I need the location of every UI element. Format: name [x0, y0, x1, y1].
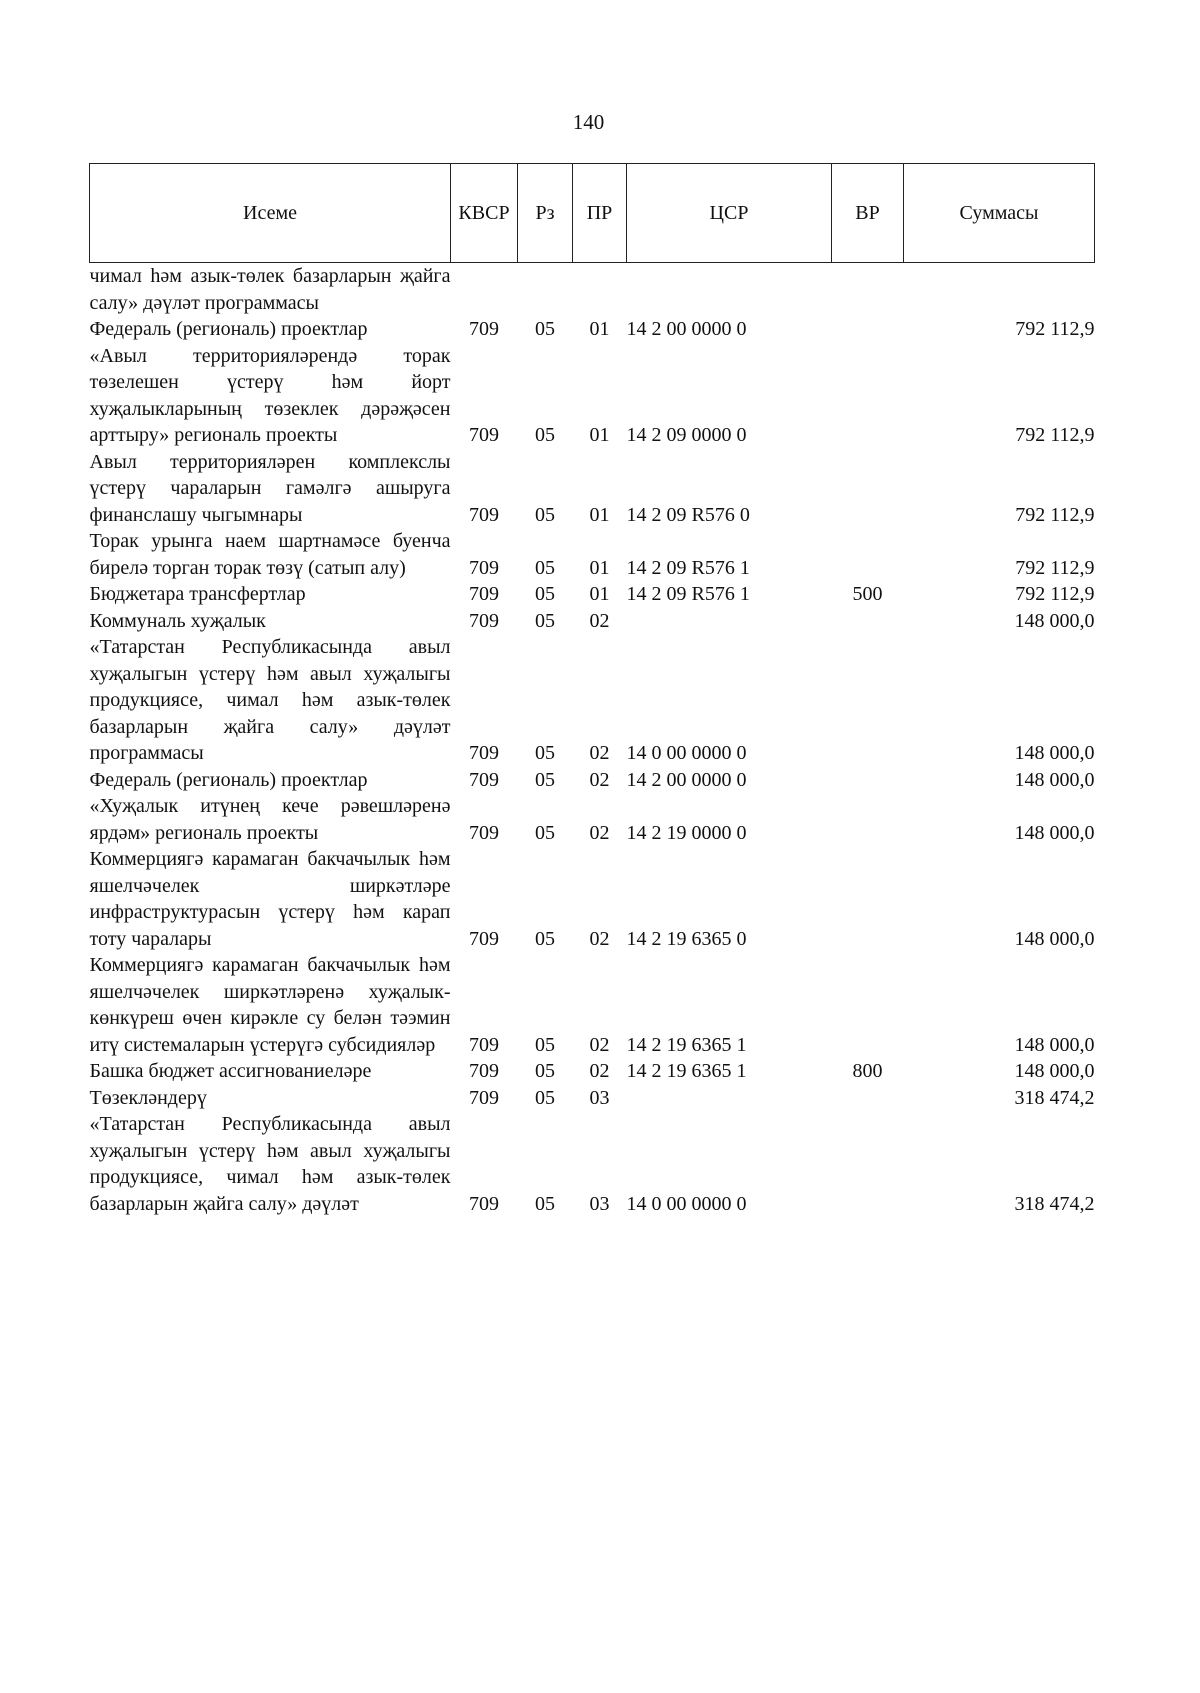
row-kvsr: 709 — [469, 927, 499, 950]
row-kvsr: 709 — [469, 1060, 499, 1082]
table-row — [90, 528, 1095, 581]
table-row — [90, 846, 1095, 952]
row-csr: 14 2 00 0000 0 — [626, 318, 747, 340]
row-kvsr: 709 — [469, 1033, 499, 1056]
table-row — [90, 608, 1095, 635]
row-rz: 05 — [535, 583, 555, 605]
row-pr: 01 — [589, 318, 610, 340]
row-name: чимал һәм азык-төлек базарларын җайга салу» дәүләт программасы — [89, 265, 451, 314]
row-vr — [832, 343, 904, 449]
header-kvsr: КВСР — [451, 164, 518, 263]
row-vr: 800 — [852, 1060, 883, 1082]
row-kvsr — [451, 263, 518, 317]
row-rz: 05 — [535, 742, 555, 764]
row-csr: 14 2 19 0000 0 — [626, 821, 747, 844]
table-row — [90, 793, 1095, 846]
row-kvsr: 709 — [469, 821, 499, 844]
row-csr: 14 0 00 0000 0 — [626, 742, 747, 764]
row-pr — [573, 263, 627, 317]
table-row — [90, 1085, 1095, 1112]
row-sum: 148 000,0 — [1014, 1060, 1095, 1082]
row-pr: 02 — [589, 1060, 610, 1082]
row-sum: 318 474,2 — [1014, 1192, 1095, 1215]
row-pr: 03 — [589, 1086, 610, 1109]
row-vr — [832, 263, 904, 317]
header-name: Исеме — [90, 164, 451, 263]
row-kvsr: 709 — [469, 609, 499, 632]
row-csr: 14 2 09 R576 0 — [626, 503, 750, 526]
header-pr: ПР — [573, 164, 627, 263]
row-vr — [832, 634, 904, 767]
row-csr: 14 2 19 6365 1 — [626, 1060, 747, 1082]
table-row — [90, 581, 1095, 608]
row-vr — [832, 608, 904, 635]
row-name: Федераль (региональ) проектлар — [89, 768, 368, 791]
row-name: Коммуналь хуҗалык — [89, 609, 266, 632]
row-rz: 05 — [535, 424, 555, 446]
table-row — [90, 263, 1095, 317]
row-sum: 148 000,0 — [1014, 609, 1095, 632]
row-rz — [518, 263, 573, 317]
table-row — [90, 634, 1095, 767]
row-csr: 14 2 09 0000 0 — [626, 424, 747, 446]
row-pr: 01 — [589, 583, 610, 605]
table-row — [90, 1058, 1095, 1085]
row-csr — [627, 1085, 832, 1112]
row-vr — [832, 846, 904, 952]
row-pr: 03 — [589, 1192, 610, 1215]
row-rz: 05 — [535, 927, 555, 950]
row-pr: 02 — [589, 927, 610, 950]
row-rz: 05 — [535, 1060, 555, 1082]
row-pr: 02 — [589, 1033, 610, 1056]
row-pr: 01 — [589, 556, 610, 579]
row-kvsr: 709 — [469, 768, 499, 791]
row-rz: 05 — [535, 1192, 555, 1215]
row-rz: 05 — [535, 556, 555, 579]
row-kvsr: 709 — [469, 424, 499, 446]
row-csr: 14 2 19 6365 1 — [626, 1033, 747, 1056]
row-vr — [832, 1111, 904, 1217]
row-csr — [627, 263, 832, 317]
row-rz: 05 — [535, 318, 555, 340]
row-sum: 148 000,0 — [1014, 821, 1095, 844]
row-vr — [832, 767, 904, 794]
row-pr: 02 — [589, 821, 610, 844]
row-kvsr: 709 — [469, 318, 499, 340]
row-rz: 05 — [535, 609, 555, 632]
row-vr — [832, 316, 904, 343]
row-name: Коммерциягә карамаган бакчачылык һәм яшелчәчелек ширкәтләре инфраструктурасын үстерү һәм карап тоту чаралары — [89, 848, 451, 950]
row-rz: 05 — [535, 821, 555, 844]
row-vr — [832, 449, 904, 529]
row-vr — [832, 1085, 904, 1112]
budget-table — [89, 163, 1095, 1217]
row-csr: 14 2 19 6365 0 — [626, 927, 747, 950]
row-name: Федераль (региональ) проектлар — [89, 318, 368, 340]
row-sum: 148 000,0 — [1014, 742, 1095, 764]
table-header-row — [90, 164, 1095, 263]
header-csr: ЦСР — [627, 164, 832, 263]
row-name: Башка бюджет ассигнованиеләре — [89, 1060, 372, 1082]
table-row — [90, 767, 1095, 794]
row-pr: 02 — [589, 768, 610, 791]
row-sum: 792 112,9 — [1015, 503, 1095, 526]
table-row — [90, 952, 1095, 1058]
table-row — [90, 343, 1095, 449]
row-pr: 02 — [589, 742, 610, 764]
row-sum — [904, 263, 1095, 317]
row-name: Торак урынга наем шартнамәсе буенча бирелә торган торак төзү (сатып алу) — [89, 530, 451, 579]
row-kvsr: 709 — [469, 742, 499, 764]
row-rz: 05 — [535, 1086, 555, 1109]
row-vr — [832, 793, 904, 846]
row-vr — [832, 952, 904, 1058]
row-kvsr: 709 — [469, 556, 499, 579]
table-row — [90, 449, 1095, 529]
row-kvsr: 709 — [469, 583, 499, 605]
row-sum: 148 000,0 — [1014, 1033, 1095, 1056]
row-rz: 05 — [535, 1033, 555, 1056]
row-name: Төзекләндерү — [89, 1086, 207, 1109]
page-number: 140 — [572, 110, 605, 134]
row-rz: 05 — [535, 768, 555, 791]
row-name: «Татарстан Республикасында авыл хуҗалыгын үстерү һәм авыл хуҗалыгы продукциясе, чимал һәм азык-төлек базарларын җайга салу» дәүләт — [89, 1113, 451, 1215]
row-name: Бюджетара трансфертлар — [89, 583, 306, 605]
row-pr: 02 — [589, 609, 610, 632]
row-pr: 01 — [589, 424, 610, 446]
row-sum: 318 474,2 — [1014, 1086, 1095, 1109]
row-sum: 792 112,9 — [1015, 583, 1095, 605]
row-kvsr: 709 — [469, 1192, 499, 1215]
row-vr — [832, 528, 904, 581]
row-sum: 148 000,0 — [1014, 927, 1095, 950]
row-vr: 500 — [852, 583, 883, 605]
table-row — [90, 316, 1095, 343]
row-sum: 148 000,0 — [1014, 768, 1095, 791]
row-csr: 14 2 09 R576 1 — [626, 556, 750, 579]
row-csr — [627, 608, 832, 635]
row-name: «Авыл территорияләрендә торак төзелешен үстерү һәм йорт хуҗалыкларының төзеклек дәрәҗәсен арттыру» региональ проекты — [89, 344, 451, 446]
table-row — [90, 1111, 1095, 1217]
header-rz: Рз — [518, 164, 573, 263]
row-csr: 14 2 00 0000 0 — [626, 768, 747, 791]
row-pr: 01 — [589, 503, 610, 526]
row-rz: 05 — [535, 503, 555, 526]
row-sum: 792 112,9 — [1015, 556, 1095, 579]
row-name: Коммерциягә карамаган бакчачылык һәм яшелчәчелек ширкәтләренә хуҗалык-көнкүреш өчен кирәкле су белән тәэмин итү системаларын үстерүгә субсидияләр — [89, 954, 451, 1056]
row-csr: 14 2 09 R576 1 — [626, 583, 750, 605]
row-name: «Хуҗалык итүнең кече рәвешләренә ярдәм» региональ проекты — [89, 795, 451, 844]
header-sum: Суммасы — [904, 164, 1095, 263]
row-name: «Татарстан Республикасында авыл хуҗалыгын үстерү һәм авыл хуҗалыгы продукциясе, чимал һәм азык-төлек базарларын җайга салу» дәүләт программасы — [89, 636, 451, 764]
row-kvsr: 709 — [469, 1086, 499, 1109]
row-csr: 14 0 00 0000 0 — [626, 1192, 747, 1215]
row-name: Авыл территорияләрен комплекслы үстерү чараларын гамәлгә ашыруга финанслашу чыгымнары — [89, 450, 451, 526]
row-kvsr: 709 — [469, 503, 499, 526]
row-sum: 792 112,9 — [1015, 424, 1095, 446]
header-vr: ВР — [832, 164, 904, 263]
row-sum: 792 112,9 — [1015, 318, 1095, 340]
